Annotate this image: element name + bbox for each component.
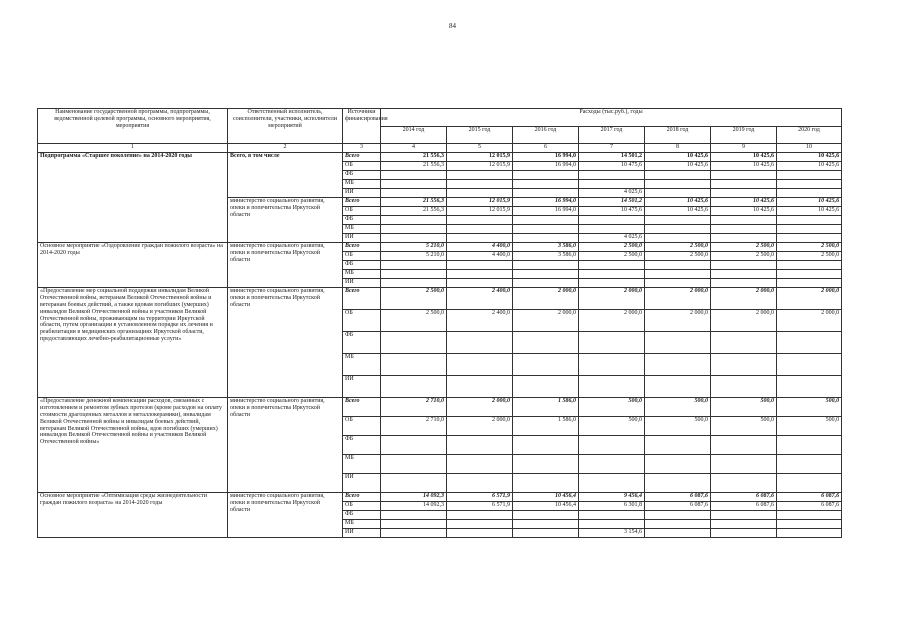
value-cell: 16 994,0 — [513, 207, 579, 216]
value-cell: 500,0 — [579, 417, 645, 436]
source-fb: ФБ — [343, 216, 381, 225]
header-name: Наименование государственной программы, подпрограммы, ведомственной целевой программы, основного мероприятия, мероприятия — [38, 109, 228, 144]
value-cell: 6 571,9 — [447, 493, 513, 502]
value-cell: 10 425,6 — [645, 153, 711, 162]
table-row — [38, 153, 842, 162]
value-cell: 6 301,8 — [579, 502, 645, 511]
executor-all: Всего, в том числе — [228, 153, 343, 198]
value-cell: 500,0 — [645, 398, 711, 417]
value-cell: 10 425,6 — [777, 198, 842, 207]
value-cell: 3 154,6 — [579, 529, 645, 538]
value-cell: 10 425,6 — [711, 207, 777, 216]
source-ob: ОБ — [343, 162, 381, 171]
value-cell: 16 994,0 — [513, 198, 579, 207]
source-mb: МБ — [343, 180, 381, 189]
value-cell: 10 425,6 — [711, 198, 777, 207]
executor-ministry: министерство социального развития, опеки и попечительства Иркутской области — [228, 198, 343, 243]
value-cell: 2 000,0 — [447, 417, 513, 436]
value-cell: 1 586,0 — [513, 398, 579, 417]
source-mb: МБ — [343, 354, 381, 376]
source-ii: ИИ — [343, 376, 381, 398]
value-cell: 14 501,2 — [579, 198, 645, 207]
value-cell: 10 425,6 — [777, 153, 842, 162]
value-cell: 500,0 — [711, 398, 777, 417]
col-number: 6 — [513, 144, 579, 153]
value-cell: 6 087,6 — [711, 493, 777, 502]
col-number: 5 — [447, 144, 513, 153]
value-cell: 6 087,6 — [777, 502, 842, 511]
value-cell: 14 501,2 — [579, 153, 645, 162]
executor-ministry: министерство социального развития, опеки и попечительства Иркутской области — [228, 288, 343, 398]
year-2017: 2017 год — [579, 127, 645, 144]
subprogram-name: Подпрограмма «Старшее поколение» на 2014-2020 годы — [38, 153, 228, 243]
col-number: 10 — [777, 144, 842, 153]
value-cell: 2 000,0 — [513, 310, 579, 332]
header-executor: Ответственный исполнитель, соисполнители, участники, исполнители мероприятий — [228, 109, 343, 144]
header-row — [38, 109, 842, 127]
value-cell: 5 210,0 — [381, 243, 447, 252]
source-fb: ФБ — [343, 436, 381, 455]
source-ob: ОБ — [343, 310, 381, 332]
value-cell: 2 000,0 — [711, 288, 777, 310]
col-number: 9 — [711, 144, 777, 153]
source-total: Всего — [343, 153, 381, 162]
source-ii: ИИ — [343, 529, 381, 538]
main-activity-1-name: Основное мероприятие «Оздоровление граждан пожилого возраста» на 2014-2020 годы — [38, 243, 228, 288]
main-activity-2-name: Основное мероприятие «Оптимизация среды жизнедеятельности граждан пожилого возраста» на 2014-2020 годы — [38, 493, 228, 538]
value-cell: 2 500,0 — [777, 243, 842, 252]
source-total: Всего — [343, 493, 381, 502]
header-source: Источники финансирования — [343, 109, 381, 144]
value-cell: 9 456,4 — [579, 493, 645, 502]
source-mb: МБ — [343, 520, 381, 529]
value-cell: 2 400,0 — [447, 288, 513, 310]
source-ob: ОБ — [343, 417, 381, 436]
source-total: Всего — [343, 398, 381, 417]
col-number: 4 — [381, 144, 447, 153]
value-cell: 2 000,0 — [645, 310, 711, 332]
col-number: 3 — [343, 144, 381, 153]
value-cell: 10 425,6 — [645, 162, 711, 171]
value-cell: 10 425,6 — [645, 207, 711, 216]
value-cell: 4 025,6 — [579, 189, 645, 198]
source-ii: ИИ — [343, 234, 381, 243]
value-cell: 500,0 — [711, 417, 777, 436]
value-cell: 2 500,0 — [579, 252, 645, 261]
value-cell: 2 500,0 — [645, 252, 711, 261]
value-cell: 2 000,0 — [513, 288, 579, 310]
expenses-table — [37, 108, 842, 538]
value-cell: 12 015,9 — [447, 162, 513, 171]
table-row — [38, 493, 842, 502]
value-cell: 10 425,6 — [777, 162, 842, 171]
column-number-row — [38, 144, 842, 153]
source-fb: ФБ — [343, 511, 381, 520]
value-cell: 2 400,0 — [447, 310, 513, 332]
source-fb: ФБ — [343, 261, 381, 270]
executor-ministry: министерство социального развития, опеки и попечительства Иркутской области — [228, 243, 343, 288]
value-cell: 2 000,0 — [777, 310, 842, 332]
value-cell: 6 087,6 — [711, 502, 777, 511]
value-cell: 2 000,0 — [711, 310, 777, 332]
col-number: 7 — [579, 144, 645, 153]
value-cell: 16 994,0 — [513, 162, 579, 171]
value-cell: 21 556,3 — [381, 153, 447, 162]
value-cell: 10 475,6 — [579, 207, 645, 216]
year-2020: 2020 год — [777, 127, 842, 144]
source-fb: ФБ — [343, 171, 381, 180]
value-cell: 2 500,0 — [711, 243, 777, 252]
year-2016: 2016 год — [513, 127, 579, 144]
value-cell: 5 210,0 — [381, 252, 447, 261]
value-cell: 12 015,9 — [447, 153, 513, 162]
value-cell: 21 556,3 — [381, 207, 447, 216]
value-cell: 2 500,0 — [381, 310, 447, 332]
year-2015: 2015 год — [447, 127, 513, 144]
value-cell: 2 000,0 — [447, 398, 513, 417]
col-number: 8 — [645, 144, 711, 153]
value-cell: 500,0 — [579, 398, 645, 417]
value-cell: 10 425,6 — [711, 153, 777, 162]
value-cell: 10 425,6 — [711, 162, 777, 171]
value-cell: 3 586,0 — [513, 243, 579, 252]
value-cell: 2 500,0 — [645, 243, 711, 252]
col-number: 1 — [38, 144, 228, 153]
value-cell: 500,0 — [777, 398, 842, 417]
source-fb: ФБ — [343, 332, 381, 354]
value-cell: 3 586,0 — [513, 252, 579, 261]
executor-ministry: министерство социального развития, опеки и попечительства Иркутской области — [228, 398, 343, 493]
value-cell: 6 087,6 — [645, 493, 711, 502]
value-cell: 6 087,6 — [645, 502, 711, 511]
header-expenses: Расходы (тыс.руб.), годы — [381, 109, 842, 127]
value-cell: 12 015,9 — [447, 198, 513, 207]
source-total: Всего — [343, 288, 381, 310]
value-cell: 12 015,9 — [447, 207, 513, 216]
value-cell: 2 500,0 — [711, 252, 777, 261]
measure-1-name: «Предоставление мер социальной поддержки инвалидам Великой Отечественной войны, ветеранам Великой Отечественной войны и ветеранам боевых действий, а также вдовам погибших (умерших) инвалидов Великой Отечественной войны и участников Великой Отечественной войны, проживающим на территории Иркутской области, путем организации в установленном порядке их лечения и реабилитации в медицинских организациях Иркутской области, предоставляющих лечебно-реабилитационные услуги» — [38, 288, 228, 398]
year-2018: 2018 год — [645, 127, 711, 144]
value-cell: 2 710,0 — [381, 417, 447, 436]
value-cell: 4 025,6 — [579, 234, 645, 243]
value-cell: 21 556,3 — [381, 162, 447, 171]
value-cell: 500,0 — [777, 417, 842, 436]
source-ii: ИИ — [343, 189, 381, 198]
value-cell: 6 087,6 — [777, 493, 842, 502]
source-ii: ИИ — [343, 279, 381, 288]
source-mb: МБ — [343, 270, 381, 279]
executor-ministry: министерство социального развития, опеки и попечительства Иркутской области — [228, 493, 343, 538]
source-total: Всего — [343, 243, 381, 252]
value-cell: 10 456,4 — [513, 502, 579, 511]
table-row — [38, 288, 842, 310]
value-cell: 6 571,9 — [447, 502, 513, 511]
value-cell: 21 556,3 — [381, 198, 447, 207]
value-cell: 14 092,3 — [381, 493, 447, 502]
value-cell: 2 000,0 — [777, 288, 842, 310]
value-cell: 14 092,3 — [381, 502, 447, 511]
value-cell: 16 994,0 — [513, 153, 579, 162]
year-2019: 2019 год — [711, 127, 777, 144]
year-2014: 2014 год — [381, 127, 447, 144]
value-cell: 4 400,0 — [447, 252, 513, 261]
source-total: Всего — [343, 198, 381, 207]
value-cell: 10 425,6 — [645, 198, 711, 207]
source-ob: ОБ — [343, 207, 381, 216]
table-row — [38, 243, 842, 252]
value-cell: 2 500,0 — [579, 243, 645, 252]
value-cell: 4 400,0 — [447, 243, 513, 252]
value-cell: 10 475,6 — [579, 162, 645, 171]
col-number: 2 — [228, 144, 343, 153]
source-ob: ОБ — [343, 252, 381, 261]
page-number: 84 — [449, 22, 456, 30]
value-cell: 10 456,4 — [513, 493, 579, 502]
value-cell: 10 425,6 — [777, 207, 842, 216]
value-cell: 2 500,0 — [777, 252, 842, 261]
source-mb: МБ — [343, 225, 381, 234]
value-cell: 1 586,0 — [513, 417, 579, 436]
value-cell: 2 000,0 — [579, 310, 645, 332]
value-cell: 2 710,0 — [381, 398, 447, 417]
source-mb: МБ — [343, 455, 381, 474]
value-cell: 500,0 — [645, 417, 711, 436]
value-cell: 2 500,0 — [381, 288, 447, 310]
value-cell: 2 000,0 — [579, 288, 645, 310]
value-cell: 2 000,0 — [645, 288, 711, 310]
source-ii: ИИ — [343, 474, 381, 493]
table-row — [38, 398, 842, 417]
measure-2-name: «Предоставление денежной компенсации расходов, связанных с изготовлением и ремонтом зубных протезов (кроме расходов на оплату стоимости драгоценных металлов и металлокерамики), инвалидам Великой Отечественной войны и инвалидам боевых действий, ветеранам Великой Отечественной войны, вдов погибших (умерших) инвалидов Великой Отечественной войны и участников Великой Отечественной войны» — [38, 398, 228, 493]
source-ob: ОБ — [343, 502, 381, 511]
